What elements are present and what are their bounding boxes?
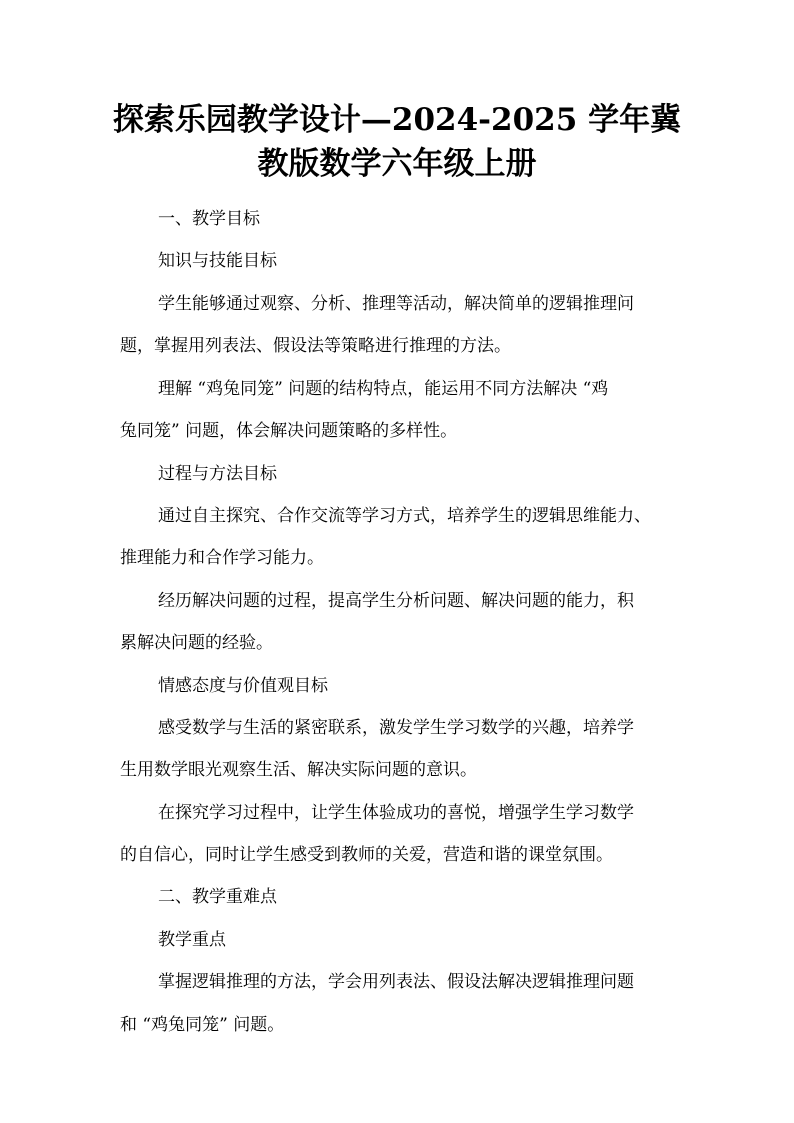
paragraph-line: 理解 “鸡兔同笼” 问题的结构特点，能运用不同方法解决 “鸡 [158,379,609,399]
paragraph-line: 在探究学习过程中，让学生体验成功的喜悦，增强学生学习数学 [158,803,634,823]
paragraph-line: 学生能够通过观察、分析、推理等活动，解决简单的逻辑推理问 [158,294,634,314]
subheading-process-methods: 过程与方法目标 [158,464,277,484]
paragraph-line: 累解决问题的经验。 [120,633,273,653]
paragraph-line: 推理能力和合作学习能力。 [120,548,324,568]
subheading-emotion-values: 情感态度与价值观目标 [158,676,328,696]
paragraph-line: 题，掌握用列表法、假设法等策略进行推理的方法。 [120,336,511,356]
document-title-line-1: 探索乐园教学设计—2024-2025 学年冀 [112,102,682,138]
subheading-knowledge-skills: 知识与技能目标 [158,251,277,271]
section-heading-key-difficult-points: 二、教学重难点 [158,887,277,907]
section-heading-teaching-goals: 一、教学目标 [158,209,260,229]
paragraph-line: 通过自主探究、合作交流等学习方式，培养学生的逻辑思维能力、 [158,506,651,526]
subheading-teaching-focus: 教学重点 [158,930,226,950]
paragraph-line: 和 “鸡兔同笼” 问题。 [120,1015,285,1035]
paragraph-line: 掌握逻辑推理的方法，学会用列表法、假设法解决逻辑推理问题 [158,972,634,992]
paragraph-line: 经历解决问题的过程，提高学生分析问题、解决问题的能力，积 [158,591,634,611]
paragraph-line: 兔同笼” 问题，体会解决问题策略的多样性。 [120,421,458,441]
document-title-line-2: 教版数学六年级上册 [257,146,537,182]
paragraph-line: 的自信心，同时让学生感受到教师的关爱，营造和谐的课堂氛围。 [120,845,613,865]
paragraph-line: 生用数学眼光观察生活、解决实际问题的意识。 [120,760,477,780]
paragraph-line: 感受数学与生活的紧密联系，激发学生学习数学的兴趣，培养学 [158,718,634,738]
